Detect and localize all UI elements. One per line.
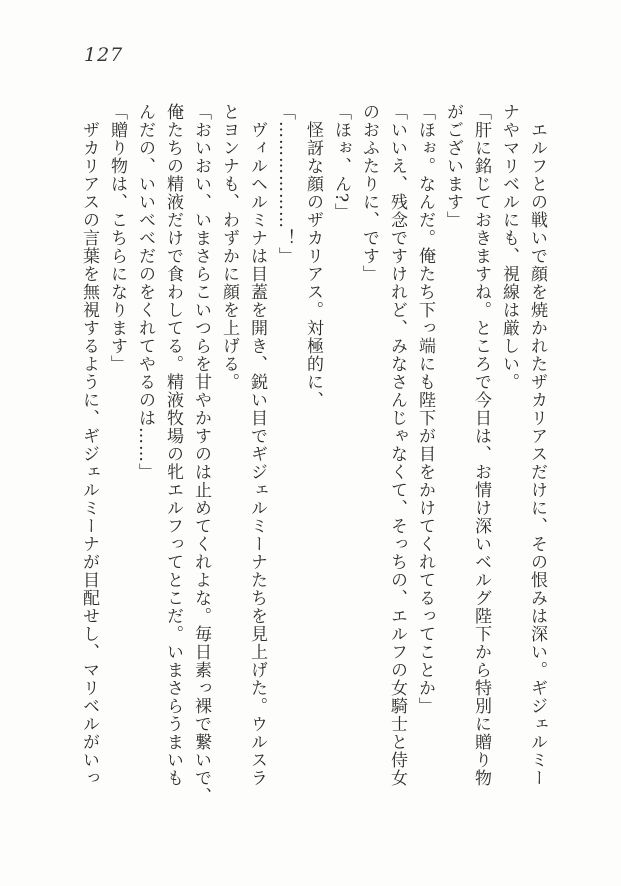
- page-text: [69, 103, 551, 805]
- text-line: 「贈り物は、こちらになります」: [107, 103, 127, 373]
- text-line: んだの、いいべべだのをくれてやるのは……」: [135, 103, 155, 481]
- text-line: とヨンナも、わずかに顔を上げる。: [219, 103, 239, 391]
- page-number: 127: [84, 44, 124, 66]
- text-line: 怪訝な顔のザカリアス。対極的に、: [303, 103, 323, 409]
- text-line: エルフとの戦いで顔を焼かれたザカリアスだけに、その恨みは深い。ギジェルミー: [527, 103, 547, 787]
- text-line: 「おいおい、いまさらこいつらを甘やかすのは止めてくれよな。毎日素っ裸で繋いで、: [191, 103, 211, 805]
- text-line: 「ほぉ。なんだ。俺たち下っ端にも陛下が目をかけてくれてるってことか」: [415, 103, 435, 715]
- text-line: 「………………！」: [275, 103, 295, 265]
- text-line: のおふたりに、です」: [359, 103, 379, 283]
- text-line: ザカリアスの言葉を無視するように、ギジェルミーナが目配せし、マリベルがいっ: [79, 103, 99, 787]
- text-line: がございます」: [443, 103, 463, 229]
- text-line: 「ほぉ、ん?」: [331, 103, 351, 222]
- text-line: 「肝に銘じておきますね。ところで今日は、お情け深いベルグ陛下から特別に贈り物: [471, 103, 491, 787]
- text-line: ヴィルヘルミナは目蓋を開き、鋭い目でギジェルミーナたちを見上げた。ウルスラ: [247, 103, 267, 787]
- text-line: 俺たちの精液だけで食わしてる。精液牧場の牝エルフってとこだ。いまさらうまいも: [163, 103, 183, 787]
- text-line: ナやマリベルにも、視線は厳しい。: [499, 103, 519, 391]
- text-line: 「いいえ、残念ですけれど、みなさんじゃなくて、そっちの、エルフの女騎士と侍女: [387, 103, 407, 787]
